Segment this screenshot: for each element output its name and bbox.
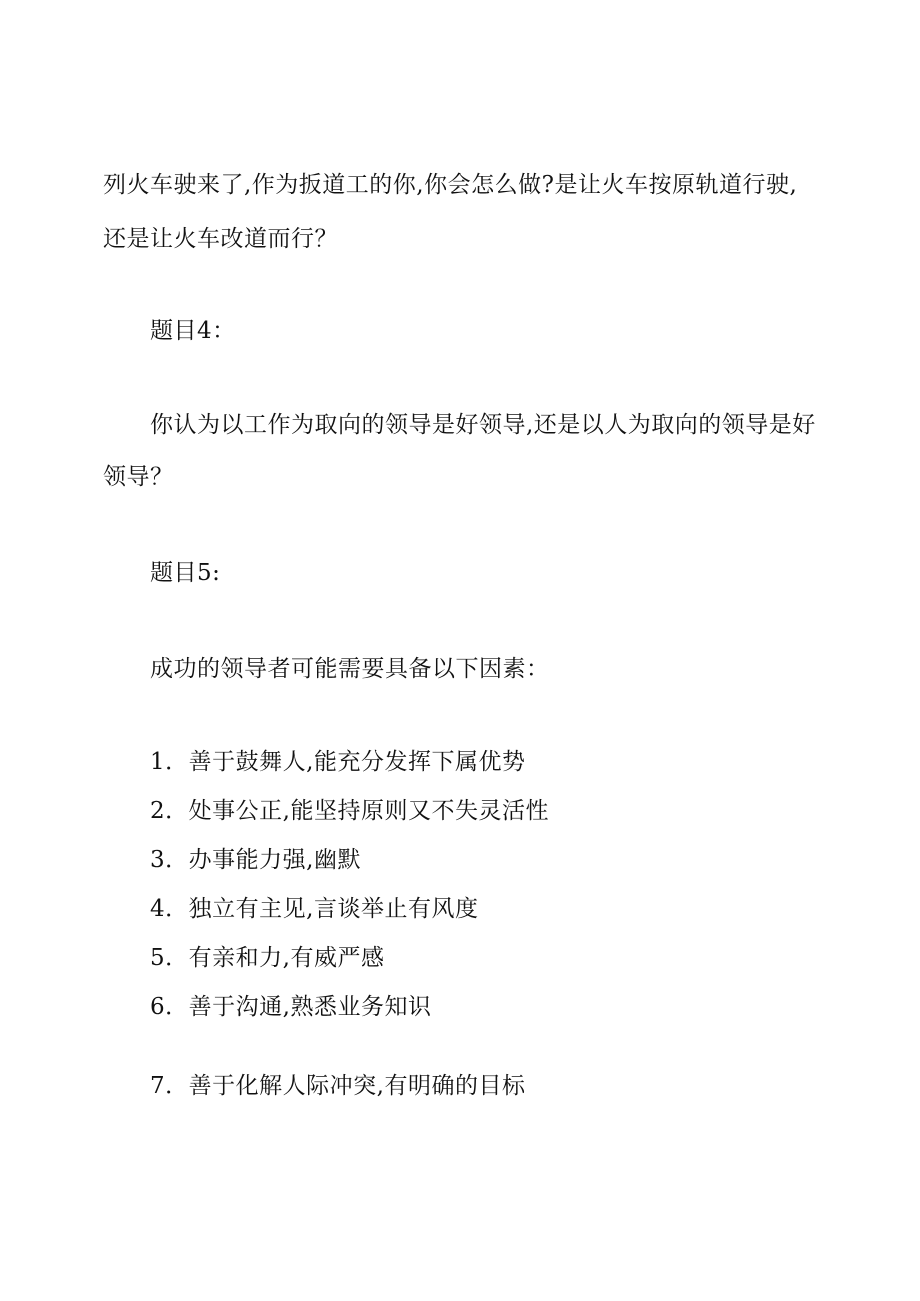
factor-item: 2．处事公正,能坚持原则又不失灵活性 xyxy=(150,798,549,824)
factor-item: 1．善于鼓舞人,能充分发挥下属优势 xyxy=(150,749,526,775)
question-4-heading: 题目4： xyxy=(150,318,236,344)
factor-item: 5．有亲和力,有威严感 xyxy=(150,945,385,971)
question-4-text-line-1: 你认为以工作为取向的领导是好领导,还是以人为取向的领导是好 xyxy=(150,412,816,438)
intro-text-line-2: 还是让火车改道而行？ xyxy=(103,226,338,252)
question-5-heading: 题目5: xyxy=(150,560,221,586)
factor-item: 4．独立有主见,言谈举止有风度 xyxy=(150,896,479,922)
intro-text-line-1: 列火车驶来了,作为扳道工的你,你会怎么做?是让火车按原轨道行驶, xyxy=(103,172,798,198)
question-5-intro: 成功的领导者可能需要具备以下因素： xyxy=(150,656,550,682)
factor-item: 6．善于沟通,熟悉业务知识 xyxy=(150,994,432,1020)
factor-item: 7．善于化解人际冲突,有明确的目标 xyxy=(150,1073,526,1099)
factor-item: 3．办事能力强,幽默 xyxy=(150,847,361,873)
question-4-text-line-2: 领导？ xyxy=(103,464,174,490)
